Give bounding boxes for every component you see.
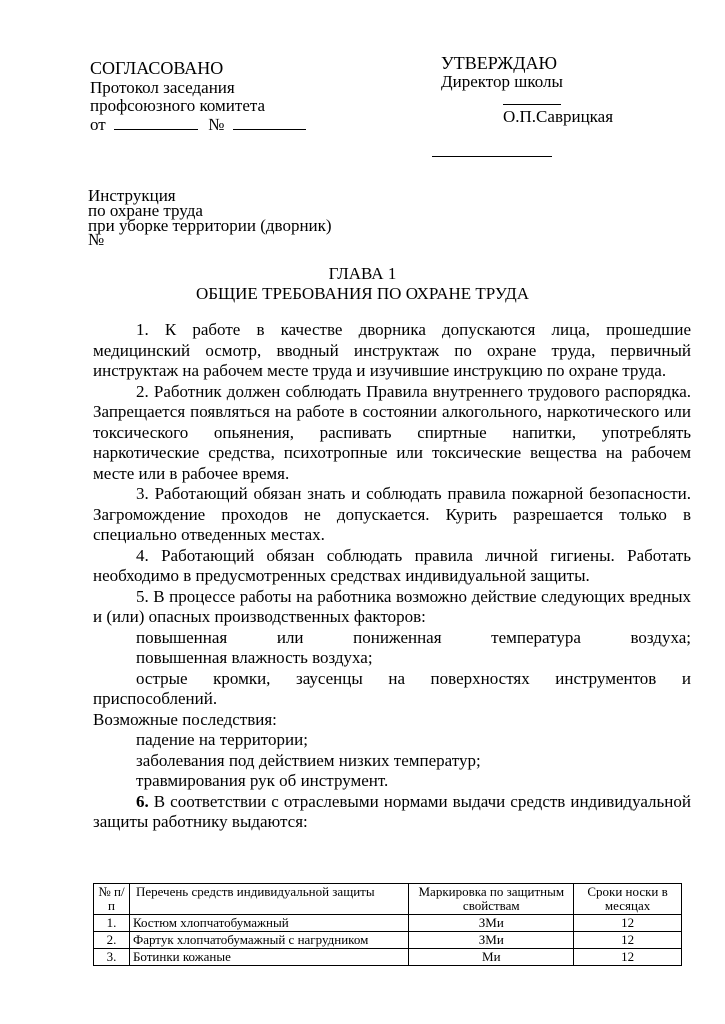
row-item-name: Костюм хлопчатобумажный bbox=[129, 915, 408, 932]
row-marking: ЗМи bbox=[409, 932, 574, 949]
number-label: № bbox=[208, 115, 225, 134]
row-term: 12 bbox=[574, 932, 682, 949]
row-marking: Ми bbox=[409, 949, 574, 966]
number-blank bbox=[233, 115, 306, 130]
director-name: О.П.Саврицкая bbox=[503, 107, 614, 126]
consequence-item: падение на территории; bbox=[136, 730, 308, 749]
consequences-label: Возможные последствия: bbox=[93, 709, 277, 729]
date-blank bbox=[114, 115, 198, 130]
row-item-name: Фартук хлопчатобумажный с нагрудником bbox=[129, 932, 408, 949]
protocol-line: Протокол заседания bbox=[90, 78, 235, 97]
paragraph-6-text: В соответствии с отраслевыми нормами выдачи средств индивидуальной защиты работнику выдаются: bbox=[93, 791, 691, 831]
row-number: 3. bbox=[94, 949, 130, 966]
paragraph-5: 5. В процессе работы на работника возможно действие следующих вредных и (или) опасных производственных факторов: bbox=[93, 586, 691, 626]
factor-item: повышенная влажность воздуха; bbox=[136, 648, 373, 667]
paragraph-6 bbox=[93, 792, 691, 833]
col-header-term: Сроки носки в месяцах bbox=[574, 884, 682, 915]
row-term: 12 bbox=[574, 915, 682, 932]
instruction-topic: по охране труда bbox=[88, 201, 203, 220]
col-header-marking: Маркировка по защитным свойствам bbox=[409, 884, 574, 915]
signature-line bbox=[503, 104, 561, 105]
committee-line: профсоюзного комитета bbox=[90, 96, 266, 115]
approve-title: УТВЕРЖДАЮ bbox=[441, 53, 558, 73]
chapter-number: ГЛАВА 1 bbox=[328, 264, 397, 283]
row-term: 12 bbox=[574, 949, 682, 966]
from-label: от bbox=[90, 115, 106, 134]
consequence-item: травмирования рук об инструмент. bbox=[136, 771, 389, 790]
table-row bbox=[94, 932, 682, 949]
chapter-title: ОБЩИЕ ТРЕБОВАНИЯ ПО ОХРАНЕ ТРУДА bbox=[195, 284, 530, 303]
agreed-title: СОГЛАСОВАНО bbox=[90, 58, 224, 78]
paragraph-1: 1. К работе в качестве дворника допускаются лица, прошедшие медицинский осмотр, вводный инструктаж по охране труда, первичный инструктаж на рабочем месте труда и изучившие инструкцию по охране труда. bbox=[93, 320, 691, 380]
table-row bbox=[94, 915, 682, 932]
factor-item: повышенная или пониженная температура воздуха; bbox=[136, 627, 691, 647]
protocol-date-number bbox=[90, 115, 306, 134]
row-item-name: Ботинки кожаные bbox=[129, 949, 408, 966]
col-header-name: Перечень средств индивидуальной защиты bbox=[129, 884, 408, 915]
ppe-table bbox=[93, 883, 682, 966]
factor-item: острые кромки, заусенцы на поверхностях инструментов и приспособлений. bbox=[93, 668, 691, 708]
col-header-number: № п/п bbox=[94, 884, 130, 915]
paragraph-3: 3. Работающий обязан знать и соблюдать правила пожарной безопасности. Загромождение проходов не допускается. Курить разрешается только в специально отведенных местах. bbox=[93, 484, 691, 544]
paragraph-6-number: 6. bbox=[136, 791, 149, 811]
row-number: 1. bbox=[94, 915, 130, 932]
row-marking: ЗМи bbox=[409, 915, 574, 932]
row-number: 2. bbox=[94, 932, 130, 949]
paragraph-4: 4. Работающий обязан соблюдать правила личной гигиены. Работать необходимо в предусмотренных средствах индивидуальной защиты. bbox=[93, 545, 691, 585]
director-line: Директор школы bbox=[441, 72, 563, 91]
consequence-item: заболевания под действием низких температур; bbox=[136, 750, 481, 770]
instruction-line: Инструкция bbox=[88, 186, 176, 205]
document-body bbox=[93, 320, 691, 833]
paragraph-2: 2. Работник должен соблюдать Правила внутреннего трудового распорядка. Запрещается появляться на работе в состоянии алкогольного, наркотического или токсического опьянения, распивать спиртные напитки, употреблять наркотические средства, психотропные или токсические вещества на рабочем месте или в рабочее время. bbox=[93, 381, 691, 483]
instruction-subject: при уборке территории (дворник) bbox=[88, 216, 332, 235]
table-header-row bbox=[94, 884, 682, 915]
date-line bbox=[432, 156, 552, 157]
table-row bbox=[94, 949, 682, 966]
instruction-number: № bbox=[88, 230, 105, 249]
